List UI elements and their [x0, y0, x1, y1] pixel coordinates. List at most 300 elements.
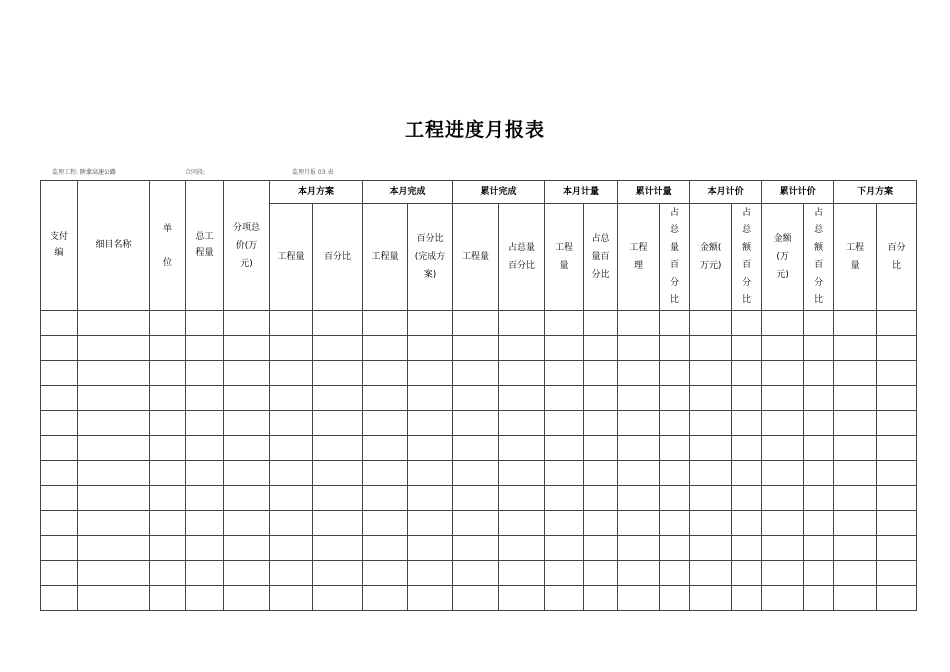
table-cell[interactable]: [363, 536, 408, 561]
header-np-pct: 百分比: [877, 204, 917, 311]
header-cd-pct: 占总量百分比: [499, 204, 545, 311]
table-cell[interactable]: [408, 336, 453, 361]
table-cell[interactable]: [270, 536, 313, 561]
table-cell[interactable]: [732, 561, 762, 586]
table-cell[interactable]: [618, 311, 660, 336]
header-mp-qty: 工程量: [270, 204, 313, 311]
table-cell[interactable]: [150, 411, 186, 436]
table-cell[interactable]: [453, 436, 499, 461]
table-cell[interactable]: [150, 486, 186, 511]
table-cell[interactable]: [313, 411, 363, 436]
table-row: [41, 336, 917, 361]
table-cell[interactable]: [660, 361, 690, 386]
table-cell[interactable]: [690, 361, 732, 386]
table-cell[interactable]: [453, 361, 499, 386]
header-md-qty: 工程量: [363, 204, 408, 311]
table-cell[interactable]: [804, 311, 834, 336]
header-cd-qty: 工程量: [453, 204, 499, 311]
table-cell[interactable]: [224, 561, 270, 586]
table-cell[interactable]: [584, 536, 618, 561]
table-cell[interactable]: [834, 336, 877, 361]
table-cell[interactable]: [150, 311, 186, 336]
table-cell[interactable]: [313, 461, 363, 486]
table-cell[interactable]: [762, 361, 804, 386]
table-cell[interactable]: [78, 486, 150, 511]
table-cell[interactable]: [224, 411, 270, 436]
table-cell[interactable]: [690, 436, 732, 461]
table-cell[interactable]: [877, 461, 917, 486]
table-cell[interactable]: [453, 536, 499, 561]
header-group-cum-done: 累计完成: [453, 181, 545, 204]
header-unit: 单位: [150, 181, 186, 311]
table-cell[interactable]: [834, 561, 877, 586]
table-cell[interactable]: [618, 336, 660, 361]
table-cell[interactable]: [732, 586, 762, 611]
table-cell[interactable]: [270, 461, 313, 486]
table-cell[interactable]: [762, 536, 804, 561]
table-cell[interactable]: [584, 411, 618, 436]
table-cell[interactable]: [186, 311, 224, 336]
table-cell[interactable]: [41, 386, 78, 411]
table-cell[interactable]: [834, 411, 877, 436]
table-cell[interactable]: [545, 436, 584, 461]
table-cell[interactable]: [762, 336, 804, 361]
table-cell[interactable]: [150, 561, 186, 586]
table-cell[interactable]: [834, 586, 877, 611]
table-cell[interactable]: [660, 486, 690, 511]
table-cell[interactable]: [41, 311, 78, 336]
table-cell[interactable]: [618, 536, 660, 561]
table-cell[interactable]: [732, 311, 762, 336]
table-cell[interactable]: [804, 436, 834, 461]
table-cell[interactable]: [690, 461, 732, 486]
table-cell[interactable]: [408, 486, 453, 511]
table-cell[interactable]: [499, 486, 545, 511]
table-cell[interactable]: [41, 511, 78, 536]
table-cell[interactable]: [186, 436, 224, 461]
header-group-cum-price: 累计计价: [762, 181, 834, 204]
table-cell[interactable]: [363, 511, 408, 536]
table-cell[interactable]: [270, 411, 313, 436]
table-cell[interactable]: [313, 586, 363, 611]
table-cell[interactable]: [877, 386, 917, 411]
table-cell[interactable]: [41, 586, 78, 611]
table-cell[interactable]: [270, 511, 313, 536]
table-cell[interactable]: [834, 386, 877, 411]
table-cell[interactable]: [186, 461, 224, 486]
table-cell[interactable]: [584, 336, 618, 361]
table-row: [41, 461, 917, 486]
header-mp-pct: 百分比: [313, 204, 363, 311]
table-cell[interactable]: [499, 561, 545, 586]
table-cell[interactable]: [150, 461, 186, 486]
header-mpr-pct: 占总额百分比: [732, 204, 762, 311]
table-cell[interactable]: [186, 361, 224, 386]
table-cell[interactable]: [660, 561, 690, 586]
table-cell[interactable]: [732, 386, 762, 411]
table-cell[interactable]: [762, 461, 804, 486]
table-cell[interactable]: [499, 536, 545, 561]
table-cell[interactable]: [690, 511, 732, 536]
page-title: 工程进度月报表: [404, 119, 545, 141]
header-cpr-amt: 金额(万元): [762, 204, 804, 311]
table-cell[interactable]: [150, 536, 186, 561]
table-row: [41, 436, 917, 461]
header-cm-pct: 占总量百分比: [660, 204, 690, 311]
table-cell[interactable]: [834, 436, 877, 461]
form-number: 监理月报 03 表: [292, 169, 334, 176]
table-row: [41, 536, 917, 561]
table-cell[interactable]: [804, 336, 834, 361]
table-cell[interactable]: [408, 511, 453, 536]
table-cell[interactable]: [545, 311, 584, 336]
table-cell[interactable]: [499, 336, 545, 361]
table-cell[interactable]: [408, 461, 453, 486]
table-cell[interactable]: [834, 461, 877, 486]
table-cell[interactable]: [150, 386, 186, 411]
table-cell[interactable]: [41, 336, 78, 361]
table-cell[interactable]: [732, 411, 762, 436]
table-cell[interactable]: [660, 411, 690, 436]
table-cell[interactable]: [186, 486, 224, 511]
table-row: [41, 386, 917, 411]
project-label: 监理工程:: [52, 169, 79, 176]
header-mm-pct: 占总量百分比: [584, 204, 618, 311]
table-cell[interactable]: [499, 461, 545, 486]
contract-label: 合同段:: [185, 169, 206, 176]
header-payment-no: 支付编: [41, 181, 78, 311]
table-cell[interactable]: [877, 586, 917, 611]
header-group-month-measure: 本月计量: [545, 181, 618, 204]
table-cell[interactable]: [584, 486, 618, 511]
table-cell[interactable]: [78, 436, 150, 461]
table-cell[interactable]: [732, 486, 762, 511]
table-cell[interactable]: [877, 511, 917, 536]
table-cell[interactable]: [150, 586, 186, 611]
table-cell[interactable]: [834, 361, 877, 386]
header-mm-qty: 工程量: [545, 204, 584, 311]
table-cell[interactable]: [618, 486, 660, 511]
header-group-cum-measure: 累计计量: [618, 181, 690, 204]
table-cell[interactable]: [78, 411, 150, 436]
table-cell[interactable]: [453, 561, 499, 586]
table-cell[interactable]: [453, 386, 499, 411]
table-cell[interactable]: [313, 361, 363, 386]
table-cell[interactable]: [660, 436, 690, 461]
table-cell[interactable]: [584, 511, 618, 536]
table-cell[interactable]: [78, 511, 150, 536]
table-cell[interactable]: [41, 486, 78, 511]
table-cell[interactable]: [618, 561, 660, 586]
table-cell[interactable]: [186, 561, 224, 586]
table-row: [41, 311, 917, 336]
header-md-pct: 百分比(完成方案): [408, 204, 453, 311]
table-cell[interactable]: [618, 386, 660, 411]
table-cell[interactable]: [453, 311, 499, 336]
table-cell[interactable]: [270, 386, 313, 411]
table-cell[interactable]: [363, 361, 408, 386]
table-cell[interactable]: [804, 511, 834, 536]
table-cell[interactable]: [804, 411, 834, 436]
table-cell[interactable]: [618, 586, 660, 611]
table-row: [41, 411, 917, 436]
table-cell[interactable]: [690, 411, 732, 436]
table-cell[interactable]: [545, 461, 584, 486]
table-cell[interactable]: [313, 486, 363, 511]
table-cell[interactable]: [732, 461, 762, 486]
table-cell[interactable]: [545, 411, 584, 436]
table-cell[interactable]: [762, 386, 804, 411]
table-cell[interactable]: [270, 436, 313, 461]
table-row: [41, 361, 917, 386]
table-cell[interactable]: [584, 436, 618, 461]
table-cell[interactable]: [186, 511, 224, 536]
table-cell[interactable]: [270, 586, 313, 611]
table-cell[interactable]: [690, 336, 732, 361]
table-cell[interactable]: [41, 561, 78, 586]
table-cell[interactable]: [804, 561, 834, 586]
table-cell[interactable]: [690, 486, 732, 511]
table-cell[interactable]: [453, 336, 499, 361]
table-cell[interactable]: [408, 436, 453, 461]
table-cell[interactable]: [690, 561, 732, 586]
header-group-month-plan: 本月方案: [270, 181, 363, 204]
table-cell[interactable]: [804, 586, 834, 611]
table-cell[interactable]: [618, 436, 660, 461]
table-row: [41, 586, 917, 611]
table-cell[interactable]: [270, 311, 313, 336]
table-cell[interactable]: [363, 336, 408, 361]
table-cell[interactable]: [150, 361, 186, 386]
table-cell[interactable]: [834, 536, 877, 561]
table-cell[interactable]: [408, 586, 453, 611]
header-group-next-plan: 下月方案: [834, 181, 917, 204]
table-cell[interactable]: [224, 436, 270, 461]
table-cell[interactable]: [877, 436, 917, 461]
table-cell[interactable]: [584, 561, 618, 586]
table-cell[interactable]: [224, 586, 270, 611]
table-cell[interactable]: [41, 411, 78, 436]
table-cell[interactable]: [584, 461, 618, 486]
table-cell[interactable]: [545, 386, 584, 411]
table-cell[interactable]: [690, 311, 732, 336]
table-cell[interactable]: [270, 561, 313, 586]
table-cell[interactable]: [186, 586, 224, 611]
table-row: [41, 561, 917, 586]
table-cell[interactable]: [150, 336, 186, 361]
table-cell[interactable]: [584, 361, 618, 386]
table-cell[interactable]: [41, 536, 78, 561]
table-cell[interactable]: [313, 511, 363, 536]
table-cell[interactable]: [186, 536, 224, 561]
table-cell[interactable]: [762, 411, 804, 436]
table-cell[interactable]: [618, 511, 660, 536]
table-cell[interactable]: [224, 461, 270, 486]
table-cell[interactable]: [545, 511, 584, 536]
table-cell[interactable]: [313, 436, 363, 461]
table-cell[interactable]: [762, 486, 804, 511]
table-cell[interactable]: [78, 586, 150, 611]
table-cell[interactable]: [78, 311, 150, 336]
table-cell[interactable]: [408, 361, 453, 386]
table-cell[interactable]: [408, 411, 453, 436]
table-cell[interactable]: [660, 336, 690, 361]
table-cell[interactable]: [313, 311, 363, 336]
header-sub-total-price: 分项总价(万元): [224, 181, 270, 311]
table-cell[interactable]: [363, 311, 408, 336]
table-cell[interactable]: [877, 311, 917, 336]
table-cell[interactable]: [78, 561, 150, 586]
table-row: [41, 511, 917, 536]
table-cell[interactable]: [690, 536, 732, 561]
table-cell[interactable]: [690, 586, 732, 611]
table-cell[interactable]: [78, 386, 150, 411]
table-cell[interactable]: [660, 461, 690, 486]
table-cell[interactable]: [363, 461, 408, 486]
table-cell[interactable]: [618, 361, 660, 386]
table-cell[interactable]: [584, 311, 618, 336]
table-cell[interactable]: [877, 361, 917, 386]
table-cell[interactable]: [150, 436, 186, 461]
table-cell[interactable]: [618, 411, 660, 436]
table-cell[interactable]: [762, 511, 804, 536]
table-cell[interactable]: [186, 336, 224, 361]
table-cell[interactable]: [224, 361, 270, 386]
table-cell[interactable]: [732, 511, 762, 536]
table-cell[interactable]: [270, 486, 313, 511]
table-cell[interactable]: [224, 511, 270, 536]
table-cell[interactable]: [584, 586, 618, 611]
table-cell[interactable]: [834, 511, 877, 536]
table-cell[interactable]: [224, 311, 270, 336]
table-cell[interactable]: [313, 536, 363, 561]
header-np-qty: 工程量: [834, 204, 877, 311]
table-cell[interactable]: [499, 361, 545, 386]
table-cell[interactable]: [804, 386, 834, 411]
table-cell[interactable]: [224, 536, 270, 561]
table-cell[interactable]: [804, 461, 834, 486]
table-cell[interactable]: [660, 511, 690, 536]
table-row: [41, 486, 917, 511]
table-cell[interactable]: [877, 561, 917, 586]
table-cell[interactable]: [877, 486, 917, 511]
table-cell[interactable]: [150, 511, 186, 536]
table-cell[interactable]: [877, 411, 917, 436]
table-cell[interactable]: [408, 561, 453, 586]
table-cell[interactable]: [363, 486, 408, 511]
table-cell[interactable]: [499, 511, 545, 536]
header-group-month-price: 本月计价: [690, 181, 762, 204]
table-cell[interactable]: [78, 536, 150, 561]
table-cell[interactable]: [877, 336, 917, 361]
table-cell[interactable]: [453, 486, 499, 511]
table-cell[interactable]: [363, 561, 408, 586]
table-cell[interactable]: [618, 461, 660, 486]
table-cell[interactable]: [453, 411, 499, 436]
table-cell[interactable]: [408, 386, 453, 411]
table-cell[interactable]: [499, 436, 545, 461]
table-cell[interactable]: [732, 436, 762, 461]
project-value: 陕蒙高速公路: [79, 169, 116, 176]
table-cell[interactable]: [545, 536, 584, 561]
table-cell[interactable]: [363, 586, 408, 611]
table-cell[interactable]: [313, 561, 363, 586]
table-cell[interactable]: [660, 586, 690, 611]
table-cell[interactable]: [224, 336, 270, 361]
table-cell[interactable]: [499, 411, 545, 436]
table-cell[interactable]: [834, 311, 877, 336]
table-cell[interactable]: [660, 311, 690, 336]
table-cell[interactable]: [41, 436, 78, 461]
table-cell[interactable]: [41, 461, 78, 486]
header-cm-qty: 工程理: [618, 204, 660, 311]
table-cell[interactable]: [408, 311, 453, 336]
table-cell[interactable]: [804, 361, 834, 386]
header-cpr-pct: 占总额百分比: [804, 204, 834, 311]
table-cell[interactable]: [762, 561, 804, 586]
contract-field: [185, 167, 205, 176]
table-cell[interactable]: [762, 586, 804, 611]
project-field: [52, 167, 116, 176]
table-cell[interactable]: [545, 561, 584, 586]
table-cell[interactable]: [834, 486, 877, 511]
table-cell[interactable]: [453, 586, 499, 611]
table-cell[interactable]: [732, 336, 762, 361]
table-cell[interactable]: [545, 361, 584, 386]
table-cell[interactable]: [545, 486, 584, 511]
table-cell[interactable]: [877, 536, 917, 561]
progress-report-table: [40, 180, 917, 611]
table-cell[interactable]: [186, 411, 224, 436]
table-cell[interactable]: [732, 361, 762, 386]
table-cell[interactable]: [363, 411, 408, 436]
header-item-name: 细目名称: [78, 181, 150, 311]
table-cell[interactable]: [584, 386, 618, 411]
table-cell[interactable]: [363, 386, 408, 411]
table-cell[interactable]: [690, 386, 732, 411]
table-cell[interactable]: [804, 486, 834, 511]
table-cell[interactable]: [499, 386, 545, 411]
table-cell[interactable]: [660, 536, 690, 561]
table-cell[interactable]: [270, 336, 313, 361]
table-cell[interactable]: [732, 536, 762, 561]
table-cell[interactable]: [804, 536, 834, 561]
table-cell[interactable]: [41, 361, 78, 386]
table-cell[interactable]: [78, 361, 150, 386]
table-cell[interactable]: [270, 361, 313, 386]
table-cell[interactable]: [660, 386, 690, 411]
table-cell[interactable]: [453, 511, 499, 536]
table-cell[interactable]: [224, 486, 270, 511]
header-group-month-done: 本月完成: [363, 181, 453, 204]
table-cell[interactable]: [499, 311, 545, 336]
table-cell[interactable]: [545, 336, 584, 361]
table-cell[interactable]: [78, 461, 150, 486]
table-cell[interactable]: [363, 436, 408, 461]
header-mpr-amt: 金额( 万元): [690, 204, 732, 311]
table-cell[interactable]: [453, 461, 499, 486]
table-cell[interactable]: [186, 386, 224, 411]
table-cell[interactable]: [499, 586, 545, 611]
table-cell[interactable]: [313, 386, 363, 411]
table-cell[interactable]: [545, 586, 584, 611]
table-cell[interactable]: [78, 336, 150, 361]
table-cell[interactable]: [762, 311, 804, 336]
table-cell[interactable]: [408, 536, 453, 561]
table-cell[interactable]: [313, 336, 363, 361]
table-cell[interactable]: [762, 436, 804, 461]
table-cell[interactable]: [224, 386, 270, 411]
